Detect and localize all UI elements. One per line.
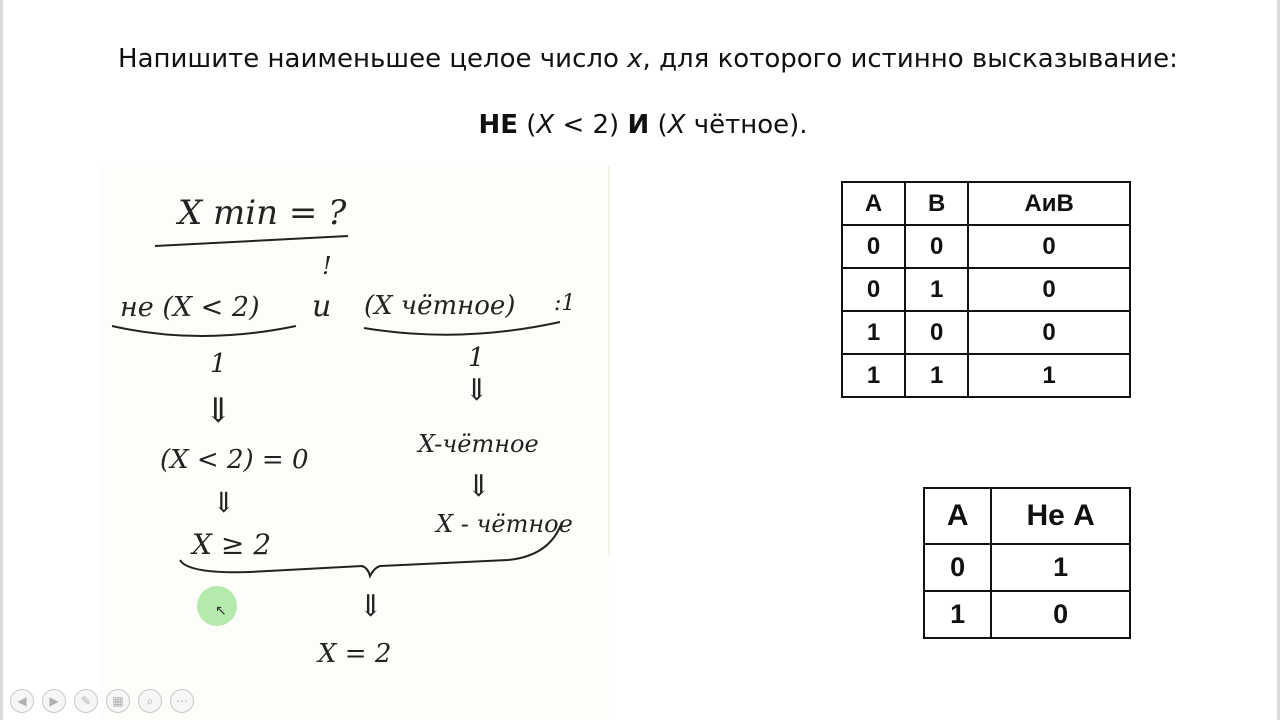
hw-and-word: и bbox=[312, 289, 332, 324]
table-cell: 1 bbox=[905, 268, 968, 311]
table-row bbox=[924, 591, 1130, 638]
column-header-b: B bbox=[905, 182, 968, 225]
column-header-a: A bbox=[842, 182, 905, 225]
pen-icon[interactable]: ✎ bbox=[74, 689, 98, 713]
table-cell: 0 bbox=[842, 225, 905, 268]
hw-left-arrow-1: ⇓ bbox=[204, 391, 233, 431]
slide-border-left bbox=[0, 0, 3, 720]
hw-title-underline bbox=[155, 236, 348, 246]
table-row bbox=[842, 225, 1130, 268]
slides-icon[interactable]: ▦ bbox=[106, 689, 130, 713]
hw-right-step-2: X - чётное bbox=[436, 510, 573, 538]
zoom-icon[interactable]: ⌕ bbox=[138, 689, 162, 713]
task-text-start: Напишите наименьшее целое число bbox=[118, 44, 628, 74]
hw-right-brace bbox=[364, 322, 560, 335]
table-cell: 0 bbox=[924, 544, 991, 591]
expr-not: НЕ bbox=[478, 110, 518, 140]
task-text-end: , для которого истинно высказывание: bbox=[642, 44, 1178, 74]
table-cell: 0 bbox=[968, 311, 1130, 354]
slideshow-controls bbox=[10, 689, 194, 715]
table-row bbox=[842, 268, 1130, 311]
table-row bbox=[842, 311, 1130, 354]
table-cell: 1 bbox=[905, 354, 968, 397]
table-cell: 1 bbox=[924, 591, 991, 638]
table-cell: 0 bbox=[991, 591, 1130, 638]
hw-left-brace bbox=[112, 326, 296, 336]
task-variable: x bbox=[627, 44, 643, 74]
expr-condition-1: < 2) bbox=[554, 110, 628, 140]
column-header-not-a: Не А bbox=[991, 488, 1130, 544]
not-truth-table bbox=[923, 487, 1131, 639]
expr-paren-open-1: ( bbox=[517, 110, 537, 140]
hw-left-step-1: (X < 2) = 0 bbox=[160, 445, 309, 475]
table-row bbox=[842, 354, 1130, 397]
table-cell: 1 bbox=[842, 311, 905, 354]
hw-right-equals: :1 bbox=[554, 291, 576, 316]
hw-right-arrow-1: ⇓ bbox=[464, 373, 490, 408]
table-cell: 0 bbox=[968, 268, 1130, 311]
task-expression bbox=[0, 110, 1280, 140]
hw-result: X = 2 bbox=[318, 639, 392, 669]
arrow-right-icon[interactable]: ▶ bbox=[42, 689, 66, 713]
hw-final-arrow: ⇓ bbox=[358, 589, 384, 624]
hw-title: X min = ? bbox=[178, 193, 347, 233]
hw-left-one: 1 bbox=[210, 349, 227, 379]
expr-condition-2: чётное). bbox=[685, 110, 808, 140]
hw-left-expression: не (X < 2) bbox=[120, 292, 260, 323]
expr-var-1: X bbox=[536, 110, 555, 140]
hw-right-step-1: X-чётное bbox=[418, 430, 539, 458]
table-cell: 1 bbox=[991, 544, 1130, 591]
hw-right-expression: (X чётное) bbox=[364, 291, 516, 321]
expr-and: И bbox=[627, 110, 650, 140]
hw-left-arrow-2: ⇓ bbox=[212, 486, 236, 519]
table-cell: 0 bbox=[905, 225, 968, 268]
more-icon[interactable]: ⋯ bbox=[170, 689, 194, 713]
table-row bbox=[924, 544, 1130, 591]
arrow-left-icon[interactable]: ◀ bbox=[10, 689, 34, 713]
table-cell: 1 bbox=[842, 354, 905, 397]
hw-right-arrow-2: ⇓ bbox=[466, 469, 492, 504]
expr-paren-open-2: ( bbox=[649, 110, 668, 140]
task-statement bbox=[0, 44, 1280, 74]
hw-exclamation: ! bbox=[322, 252, 332, 280]
table-cell: 1 bbox=[968, 354, 1130, 397]
hw-left-step-2: X ≥ 2 bbox=[192, 528, 272, 561]
table-cell: 0 bbox=[842, 268, 905, 311]
table-cell: 0 bbox=[905, 311, 968, 354]
mouse-cursor-icon: ↖ bbox=[215, 603, 227, 619]
column-header-a-and-b: АиВ bbox=[968, 182, 1130, 225]
table-header-row bbox=[924, 488, 1130, 544]
column-header-a: A bbox=[924, 488, 991, 544]
hw-right-one: 1 bbox=[468, 343, 485, 373]
table-cell: 0 bbox=[968, 225, 1130, 268]
and-truth-table bbox=[841, 181, 1131, 398]
table-header-row bbox=[842, 182, 1130, 225]
expr-var-2: X bbox=[667, 110, 686, 140]
handwritten-solution bbox=[100, 166, 610, 720]
